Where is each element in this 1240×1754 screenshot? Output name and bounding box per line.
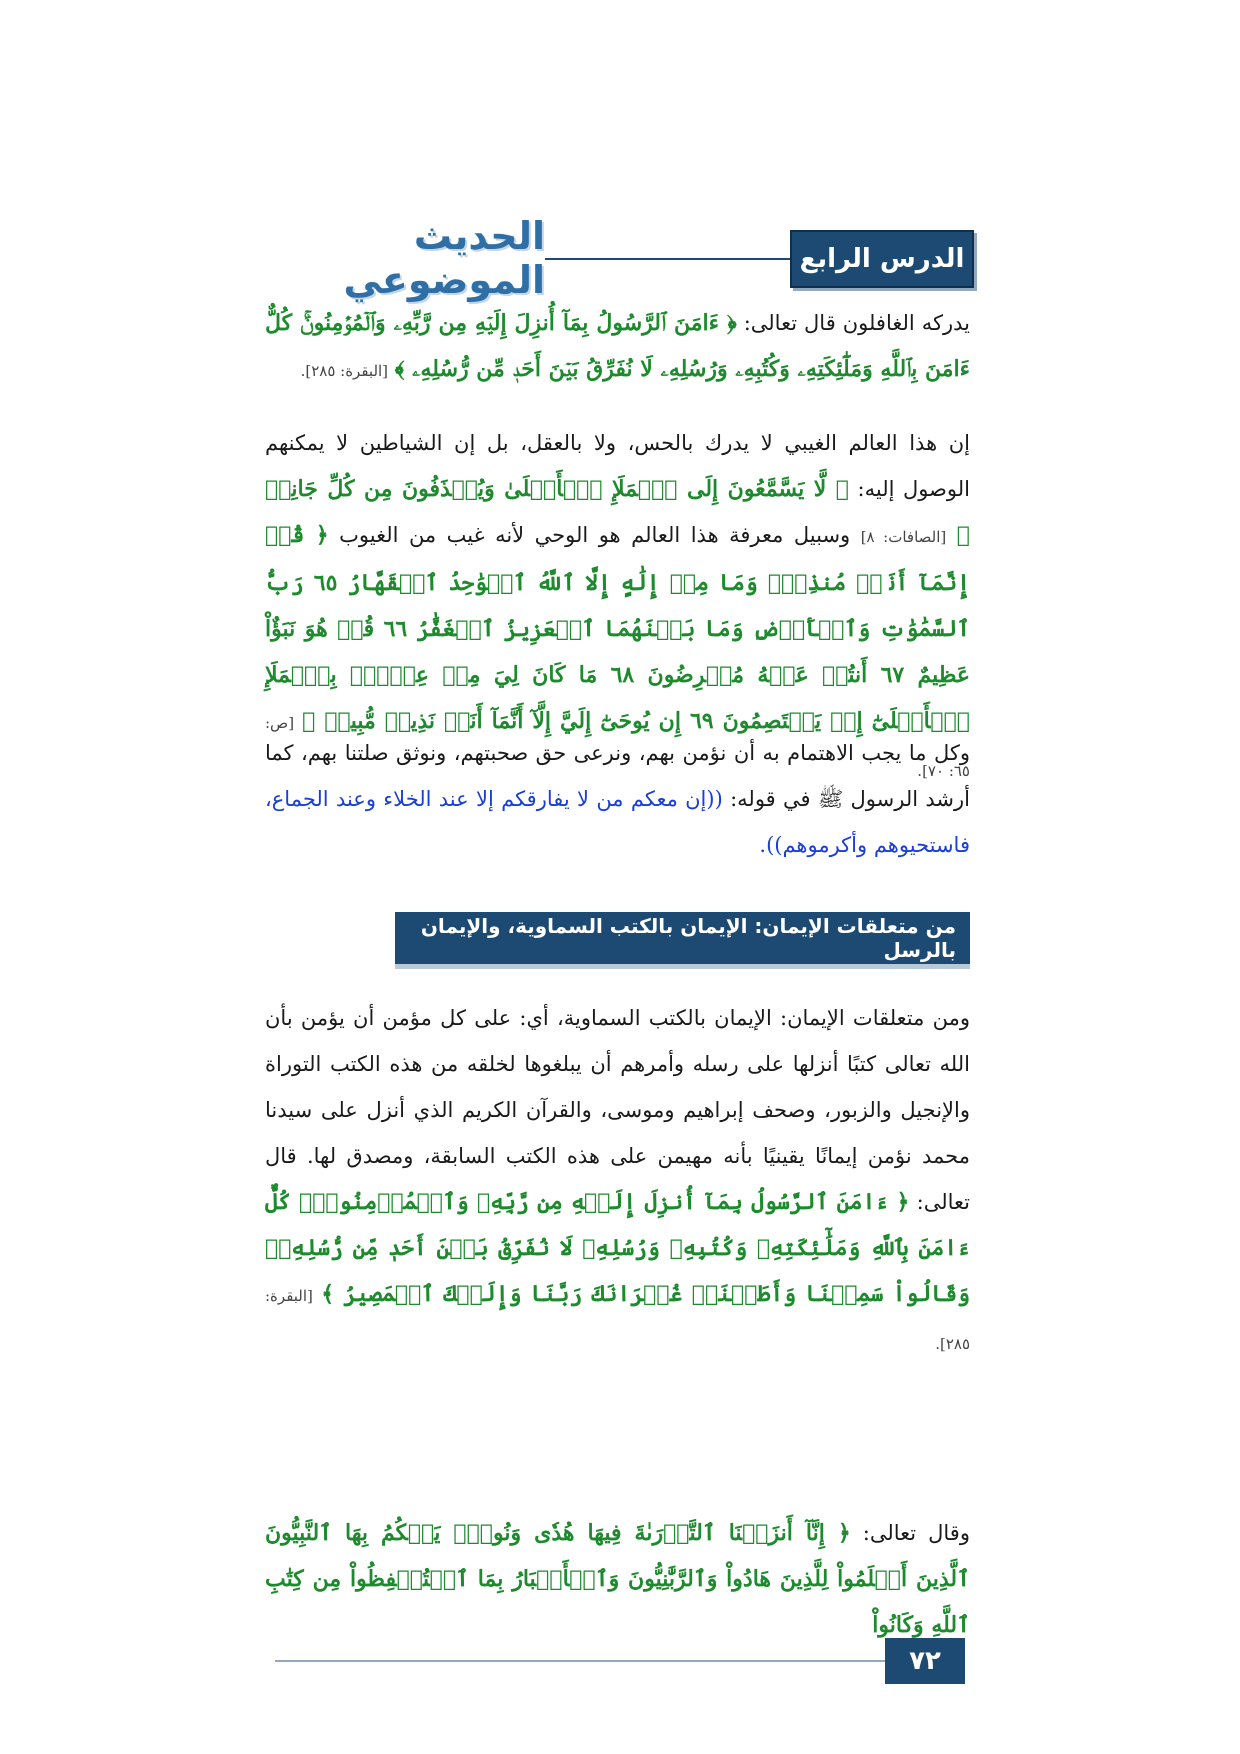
quran-verse-5: ﴿ إِنَّآ أَنزَلۡنَا ٱلتَّوۡرَىٰةَ فِيهَا هُدٗى وَنُورٞۚ يَحۡكُمُ بِهَا ٱلنَّبِيُّونَ ٱلَّذِينَ أَسۡلَمُواْ لِلَّذِينَ هَادُواْ وَٱلرَّبَّٰنِيُّونَ وَٱلۡأَحۡبَارُ بِمَا ٱسۡتُحۡفِظُواْ مِن كِتَٰبِ ٱللَّهِ وَكَانُواْ (265, 1520, 970, 1638)
header-divider (545, 258, 790, 260)
verse-reference-4: [البقرة: ٢٨٥]. (265, 1287, 970, 1353)
p2-text-2: وسبيل معرفة هذا العالم هو الوحي لأنه غيب من الغيوب (339, 523, 851, 547)
quran-verse-3: ﴿ قُلۡ إِنَّمَآ أَنَا۠ مُنذِرٞۖ وَمَا مِنۡ إِلَٰهٍ إِلَّا ٱللَّهُ ٱلۡوَٰحِدُ ٱلۡقَهَّارُ ٦٥ رَبُّ ٱلسَّمَٰوَٰتِ وَٱلۡأَرۡضِ وَمَا بَيۡنَهُمَا ٱلۡعَزِيزُ ٱلۡغَفَّٰرُ ٦٦ قُلۡ هُوَ نَبَؤٌاْ عَظِيمٌ ٦٧ أَنتُمۡ عَنۡهُ مُعۡرِضُونَ ٦٨ مَا كَانَ لِيَ مِنۡ عِلۡمِۭ بِٱلۡمَلَإِ ٱلۡأَعۡلَىٰٓ إِذۡ يَخۡتَصِمُونَ ٦٩ إِن يُوحَىٰٓ إِلَيَّ إِلَّآ أَنَّمَآ أَنَا۠ نَذِيرٞ مُّبِينٞ ﴾ (265, 522, 970, 734)
quran-verse-1: ﴿ ءَامَنَ ٱلرَّسُولُ بِمَآ أُنزِلَ إِلَيۡهِ مِن رَّبِّهِۦ وَٱلۡمُؤۡمِنُونَۚ كُلٌّ ءَامَنَ بِٱللَّهِ وَمَلَٰٓئِكَتِهِۦ وَكُتُبِهِۦ وَرُسُلِهِۦ لَا نُفَرِّقُ بَيۡنَ أَحَدٖ مِّن رُّسُلِهِۦ ﴾ (265, 310, 970, 382)
p2-text-1: إن هذا العالم الغيبي لا يدرك بالحس، ولا بالعقل، بل إن الشياطين لا يمكنهم الوصول إليه: (265, 431, 970, 501)
page-title: الحديث الموضوعي (343, 214, 545, 302)
lesson-label: الدرس الرابع (790, 230, 974, 288)
paragraph-1 (265, 300, 970, 394)
p4-text: ومن متعلقات الإيمان: الإيمان بالكتب السماوية، أي: على كل مؤمن أن يؤمن بأن الله تعالى كتبًا أنزلها على رسله وأمرهم أن يبلغوها لخلقه من هذه الكتب التوراة والإنجيل والزبور، وصحف إبراهيم وموسى، والقرآن الكريم الذي أنزل على سيدنا محمد نؤمن إيمانًا يقينيًا بأنه مهيمن على هذه الكتب السابقة، ومصدق لها. قال تعالى: (265, 1006, 970, 1214)
footer-divider (275, 1660, 885, 1662)
paragraph-3 (265, 730, 970, 868)
page-header (0, 214, 1240, 302)
p5-intro: وقال تعالى: (862, 1521, 970, 1545)
paragraph-4 (265, 995, 970, 1367)
section-heading-text: من متعلقات الإيمان: الإيمان بالكتب السماوية، والإيمان بالرسل (420, 914, 956, 962)
quran-verse-2: ﴿ لَّا يَسَّمَّعُونَ إِلَى ٱلۡمَلَإِ ٱلۡأَعۡلَىٰ وَيُقۡذَفُونَ مِن كُلِّ جَانِبٖ ﴾ (265, 476, 970, 548)
paragraph-5 (265, 1510, 970, 1648)
p3-text: وكل ما يجب الاهتمام به أن نؤمن بهم، ونرعى حق صحبتهم، ونوثق صلتنا بهم، كما أرشد الرسول ﷺ في قوله: (265, 741, 970, 811)
quran-verse-4: ﴿ ءَامَنَ ٱلرَّسُولُ بِمَآ أُنزِلَ إِلَيۡهِ مِن رَّبِّهِۦ وَٱلۡمُؤۡمِنُونَۚ كُلٌّ ءَامَنَ بِٱللَّهِ وَمَلَٰٓئِكَتِهِۦ وَكُتُبِهِۦ وَرُسُلِهِۦ لَا نُفَرِّقُ بَيۡنَ أَحَدٖ مِّن رُّسُلِهِۦۚ وَقَالُواْ سَمِعۡنَا وَأَطَعۡنَاۖ غُفۡرَانَكَ رَبَّنَا وَإِلَيۡكَ ٱلۡمَصِيرُ ﴾ (265, 1189, 970, 1307)
verse-reference-3: [ص: ٦٥: ٧٠]. (265, 714, 970, 780)
p1-intro: يدركه الغافلون قال تعالى: (743, 311, 970, 335)
hadith-quote: ((إن معكم من لا يفارقكم إلا عند الخلاء وعند الجماع، فاستحيوهم وأكرموهم)). (265, 787, 970, 857)
verse-reference-1: [البقرة: ٢٨٥]. (300, 362, 389, 380)
page-number: ٧٢ (885, 1638, 965, 1684)
section-heading (395, 912, 970, 964)
verse-reference-2: [الصافات: ٨] (860, 528, 947, 546)
